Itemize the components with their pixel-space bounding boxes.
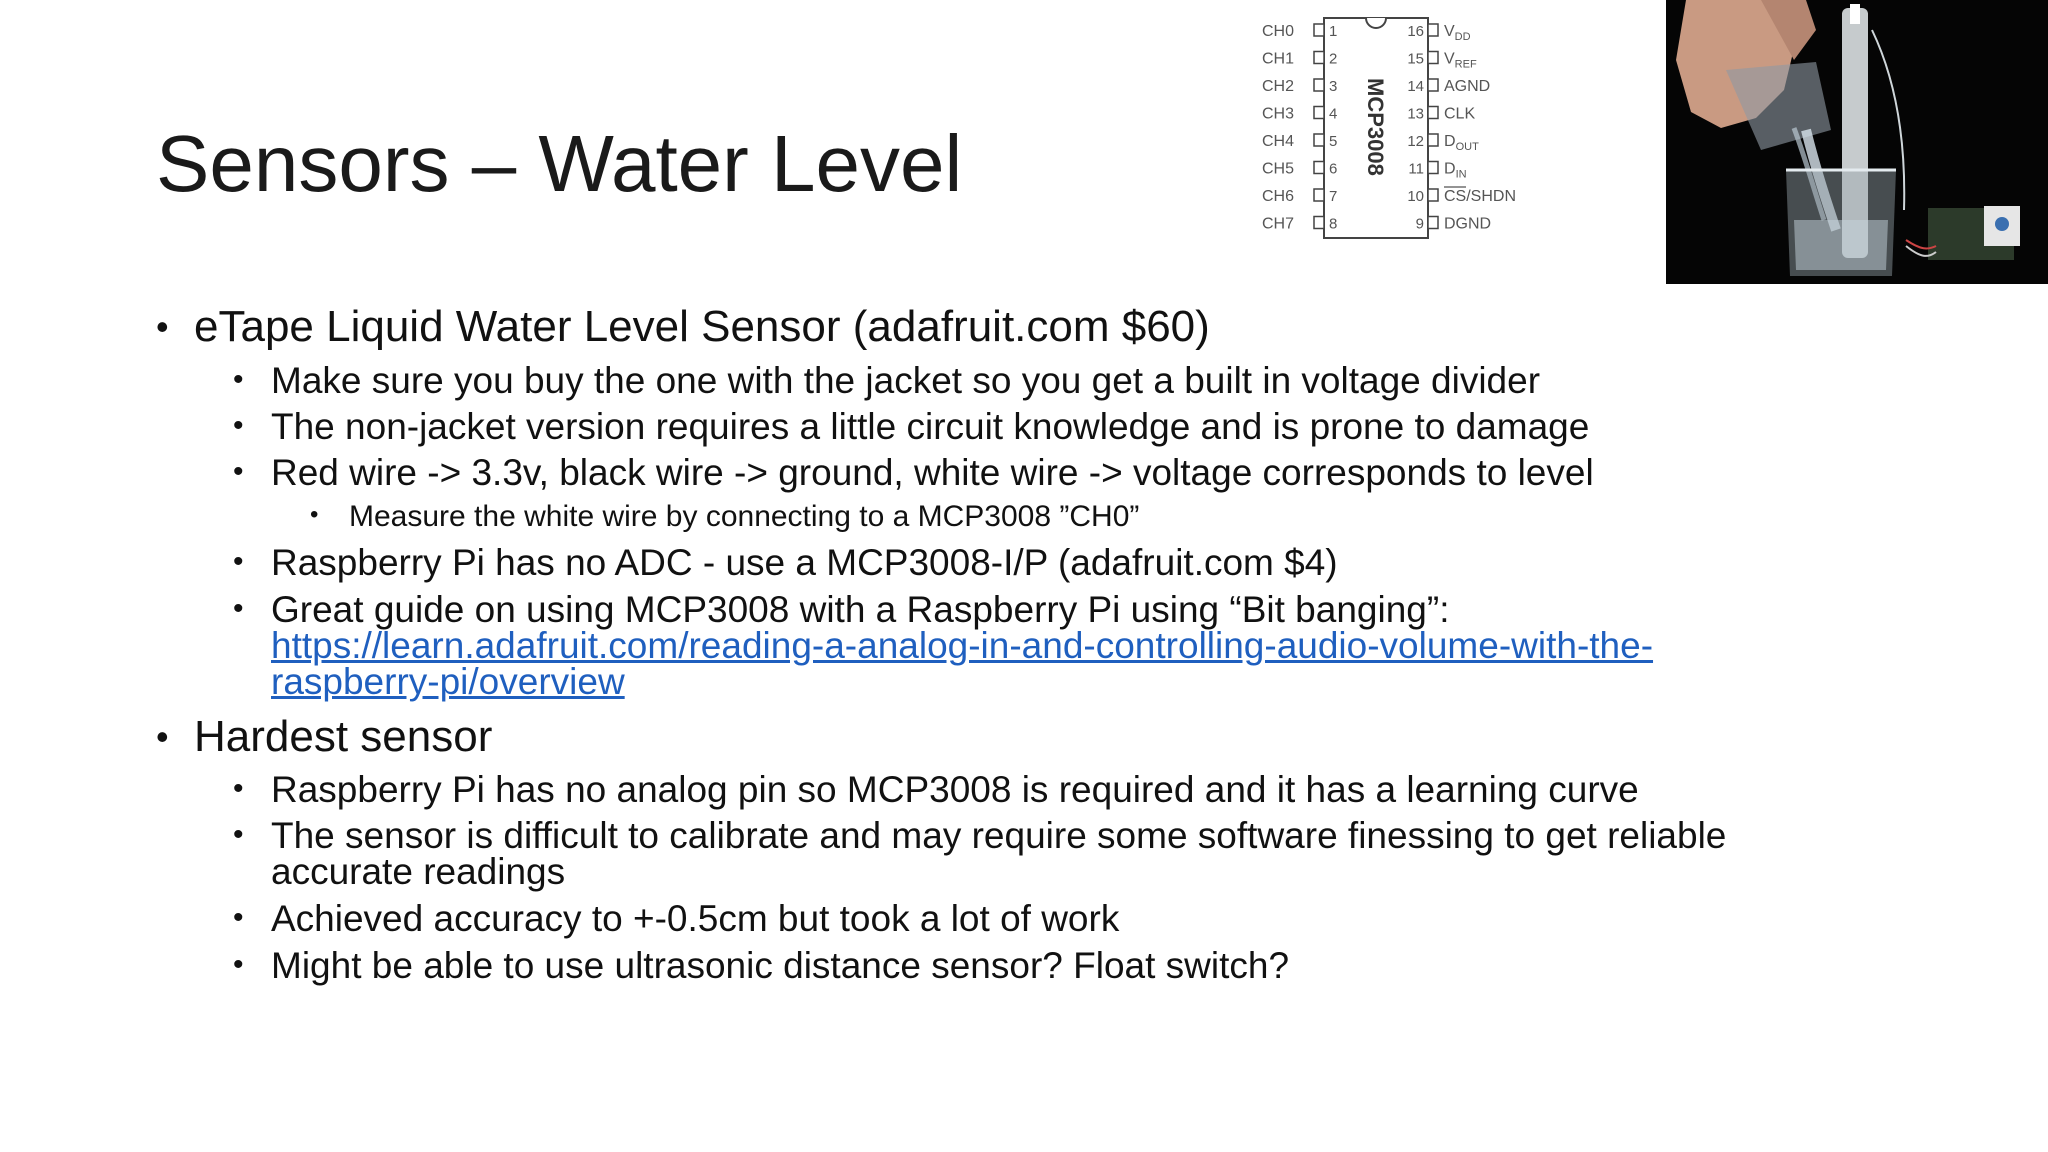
right-pin-label: AGND bbox=[1444, 78, 1491, 95]
guide-link-line-2[interactable]: raspberry-pi/overview bbox=[271, 661, 625, 702]
right-pin-number: 14 bbox=[1407, 78, 1424, 95]
left-pin-label: CH1 bbox=[1262, 50, 1295, 68]
left-pin-label: CH2 bbox=[1262, 78, 1295, 95]
bullet-dot: • bbox=[233, 901, 244, 934]
left-pin-number: 2 bbox=[1329, 50, 1338, 68]
right-pin-subscript: REF bbox=[1454, 58, 1477, 71]
bullet-non-jacket: The non-jacket version requires a little circuit knowledge and is prone to damage bbox=[271, 406, 1590, 447]
chip-svg bbox=[1248, 10, 1548, 246]
guide-link-line-1[interactable]: https://learn.adafruit.com/reading-a-analog-in-and-controlling-audio-volume-with-the- bbox=[271, 625, 1654, 666]
right-pin-subscript: DD bbox=[1454, 31, 1471, 43]
right-pin-box bbox=[1428, 24, 1438, 36]
bullet-dot: • bbox=[233, 772, 244, 805]
left-pin-label: CH7 bbox=[1262, 215, 1295, 233]
photo-svg bbox=[1666, 0, 2048, 284]
right-pin-box bbox=[1428, 134, 1438, 146]
bullet-wiring: Red wire -> 3.3v, black wire -> ground, white wire -> voltage corresponds to level bbox=[271, 452, 1594, 493]
bullet-dot: • bbox=[233, 363, 244, 396]
right-pin-box bbox=[1428, 79, 1438, 91]
bullet-accuracy: Achieved accuracy to +-0.5cm but took a lot of work bbox=[271, 898, 1120, 939]
slide-title: Sensors – Water Level bbox=[156, 119, 963, 208]
right-pin-number: 13 bbox=[1407, 105, 1424, 123]
right-pin-box bbox=[1428, 52, 1438, 64]
bullet-dot: • bbox=[233, 948, 244, 981]
left-pin-box bbox=[1314, 52, 1324, 64]
left-pin-box bbox=[1314, 162, 1324, 174]
left-pin-box bbox=[1314, 134, 1324, 146]
left-pin-box bbox=[1314, 79, 1324, 91]
bullet-dot: • bbox=[233, 455, 244, 488]
left-pin-number: 3 bbox=[1329, 78, 1338, 95]
left-pin-number: 6 bbox=[1329, 160, 1338, 178]
bullet-alternatives: Might be able to use ultrasonic distance sensor? Float switch? bbox=[271, 945, 1290, 986]
right-pin-number: 16 bbox=[1407, 23, 1424, 40]
left-pin-box bbox=[1314, 107, 1324, 119]
right-pin-label: $V_{REF}$ bbox=[1444, 50, 1477, 71]
bullet-dot: • bbox=[156, 716, 169, 757]
right-pin-box bbox=[1428, 162, 1438, 174]
chip-label: MCP3008 bbox=[1363, 78, 1388, 176]
mcp3008-pinout-diagram bbox=[1248, 10, 1548, 246]
right-pin-number: 11 bbox=[1408, 160, 1424, 178]
bullet-calibrate-continuation: accurate readings bbox=[271, 851, 566, 892]
bullet-hardest-sensor: Hardest sensor bbox=[194, 712, 493, 761]
bullet-measure-white-wire: Measure the white wire by connecting to a MCP3008 ”CH0” bbox=[349, 500, 1140, 533]
bullet-adc: Raspberry Pi has no ADC - use a MCP3008-I/P (adafruit.com $4) bbox=[271, 542, 1338, 583]
left-pin-number: 4 bbox=[1329, 105, 1338, 123]
right-pin-label: $V_{DD}$ bbox=[1444, 23, 1471, 43]
bullet-dot: • bbox=[310, 501, 319, 528]
left-pin-label: CH5 bbox=[1262, 160, 1295, 178]
bullet-dot: • bbox=[156, 306, 169, 347]
right-pin-box bbox=[1428, 189, 1438, 201]
right-pin-label: CS/SHDN bbox=[1444, 188, 1517, 205]
left-pin-number: 5 bbox=[1329, 133, 1338, 150]
right-pin-label: CLK bbox=[1444, 105, 1476, 123]
left-pin-label: CH6 bbox=[1262, 188, 1295, 205]
water-sensor-photo bbox=[1666, 0, 2048, 284]
right-pin-number: 9 bbox=[1415, 215, 1424, 233]
right-pin-box bbox=[1428, 107, 1438, 119]
bullet-guide: Great guide on using MCP3008 with a Raspberry Pi using “Bit banging”: bbox=[271, 589, 1450, 630]
right-pin-number: 15 bbox=[1407, 50, 1424, 68]
right-pin-number: 12 bbox=[1407, 133, 1424, 150]
right-pin-label: $D_{IN}$ bbox=[1444, 160, 1467, 181]
right-pin-subscript: IN bbox=[1455, 168, 1467, 181]
bullet-dot: • bbox=[233, 409, 244, 442]
left-pin-label: CH3 bbox=[1262, 105, 1295, 123]
right-pin-subscript: OUT bbox=[1455, 141, 1479, 153]
bullet-etape-sensor: eTape Liquid Water Level Sensor (adafruit.com $60) bbox=[194, 302, 1210, 351]
left-pin-box bbox=[1314, 217, 1324, 229]
bullet-dot: • bbox=[233, 818, 244, 851]
bullet-no-analog-pin: Raspberry Pi has no analog pin so MCP3008 is required and it has a learning curve bbox=[271, 769, 1639, 810]
bullet-jacket: Make sure you buy the one with the jacket so you get a built in voltage divider bbox=[271, 360, 1541, 401]
bullet-calibrate: The sensor is difficult to calibrate and may require some software finessing to get reliable bbox=[271, 815, 1727, 856]
right-pin-number: 10 bbox=[1407, 188, 1424, 205]
left-pin-label: CH4 bbox=[1262, 133, 1295, 150]
right-pin-label: $D_{OUT}$ bbox=[1444, 133, 1479, 153]
bullet-dot: • bbox=[233, 545, 244, 578]
left-pin-box bbox=[1314, 189, 1324, 201]
left-pin-number: 8 bbox=[1329, 215, 1338, 233]
left-pin-number: 1 bbox=[1329, 23, 1338, 40]
right-pin-label: DGND bbox=[1444, 215, 1492, 233]
bullet-dot: • bbox=[233, 592, 244, 625]
left-pin-label: CH0 bbox=[1262, 23, 1295, 40]
left-pin-number: 7 bbox=[1329, 188, 1338, 205]
right-pin-box bbox=[1428, 217, 1438, 229]
left-pin-box bbox=[1314, 24, 1324, 36]
